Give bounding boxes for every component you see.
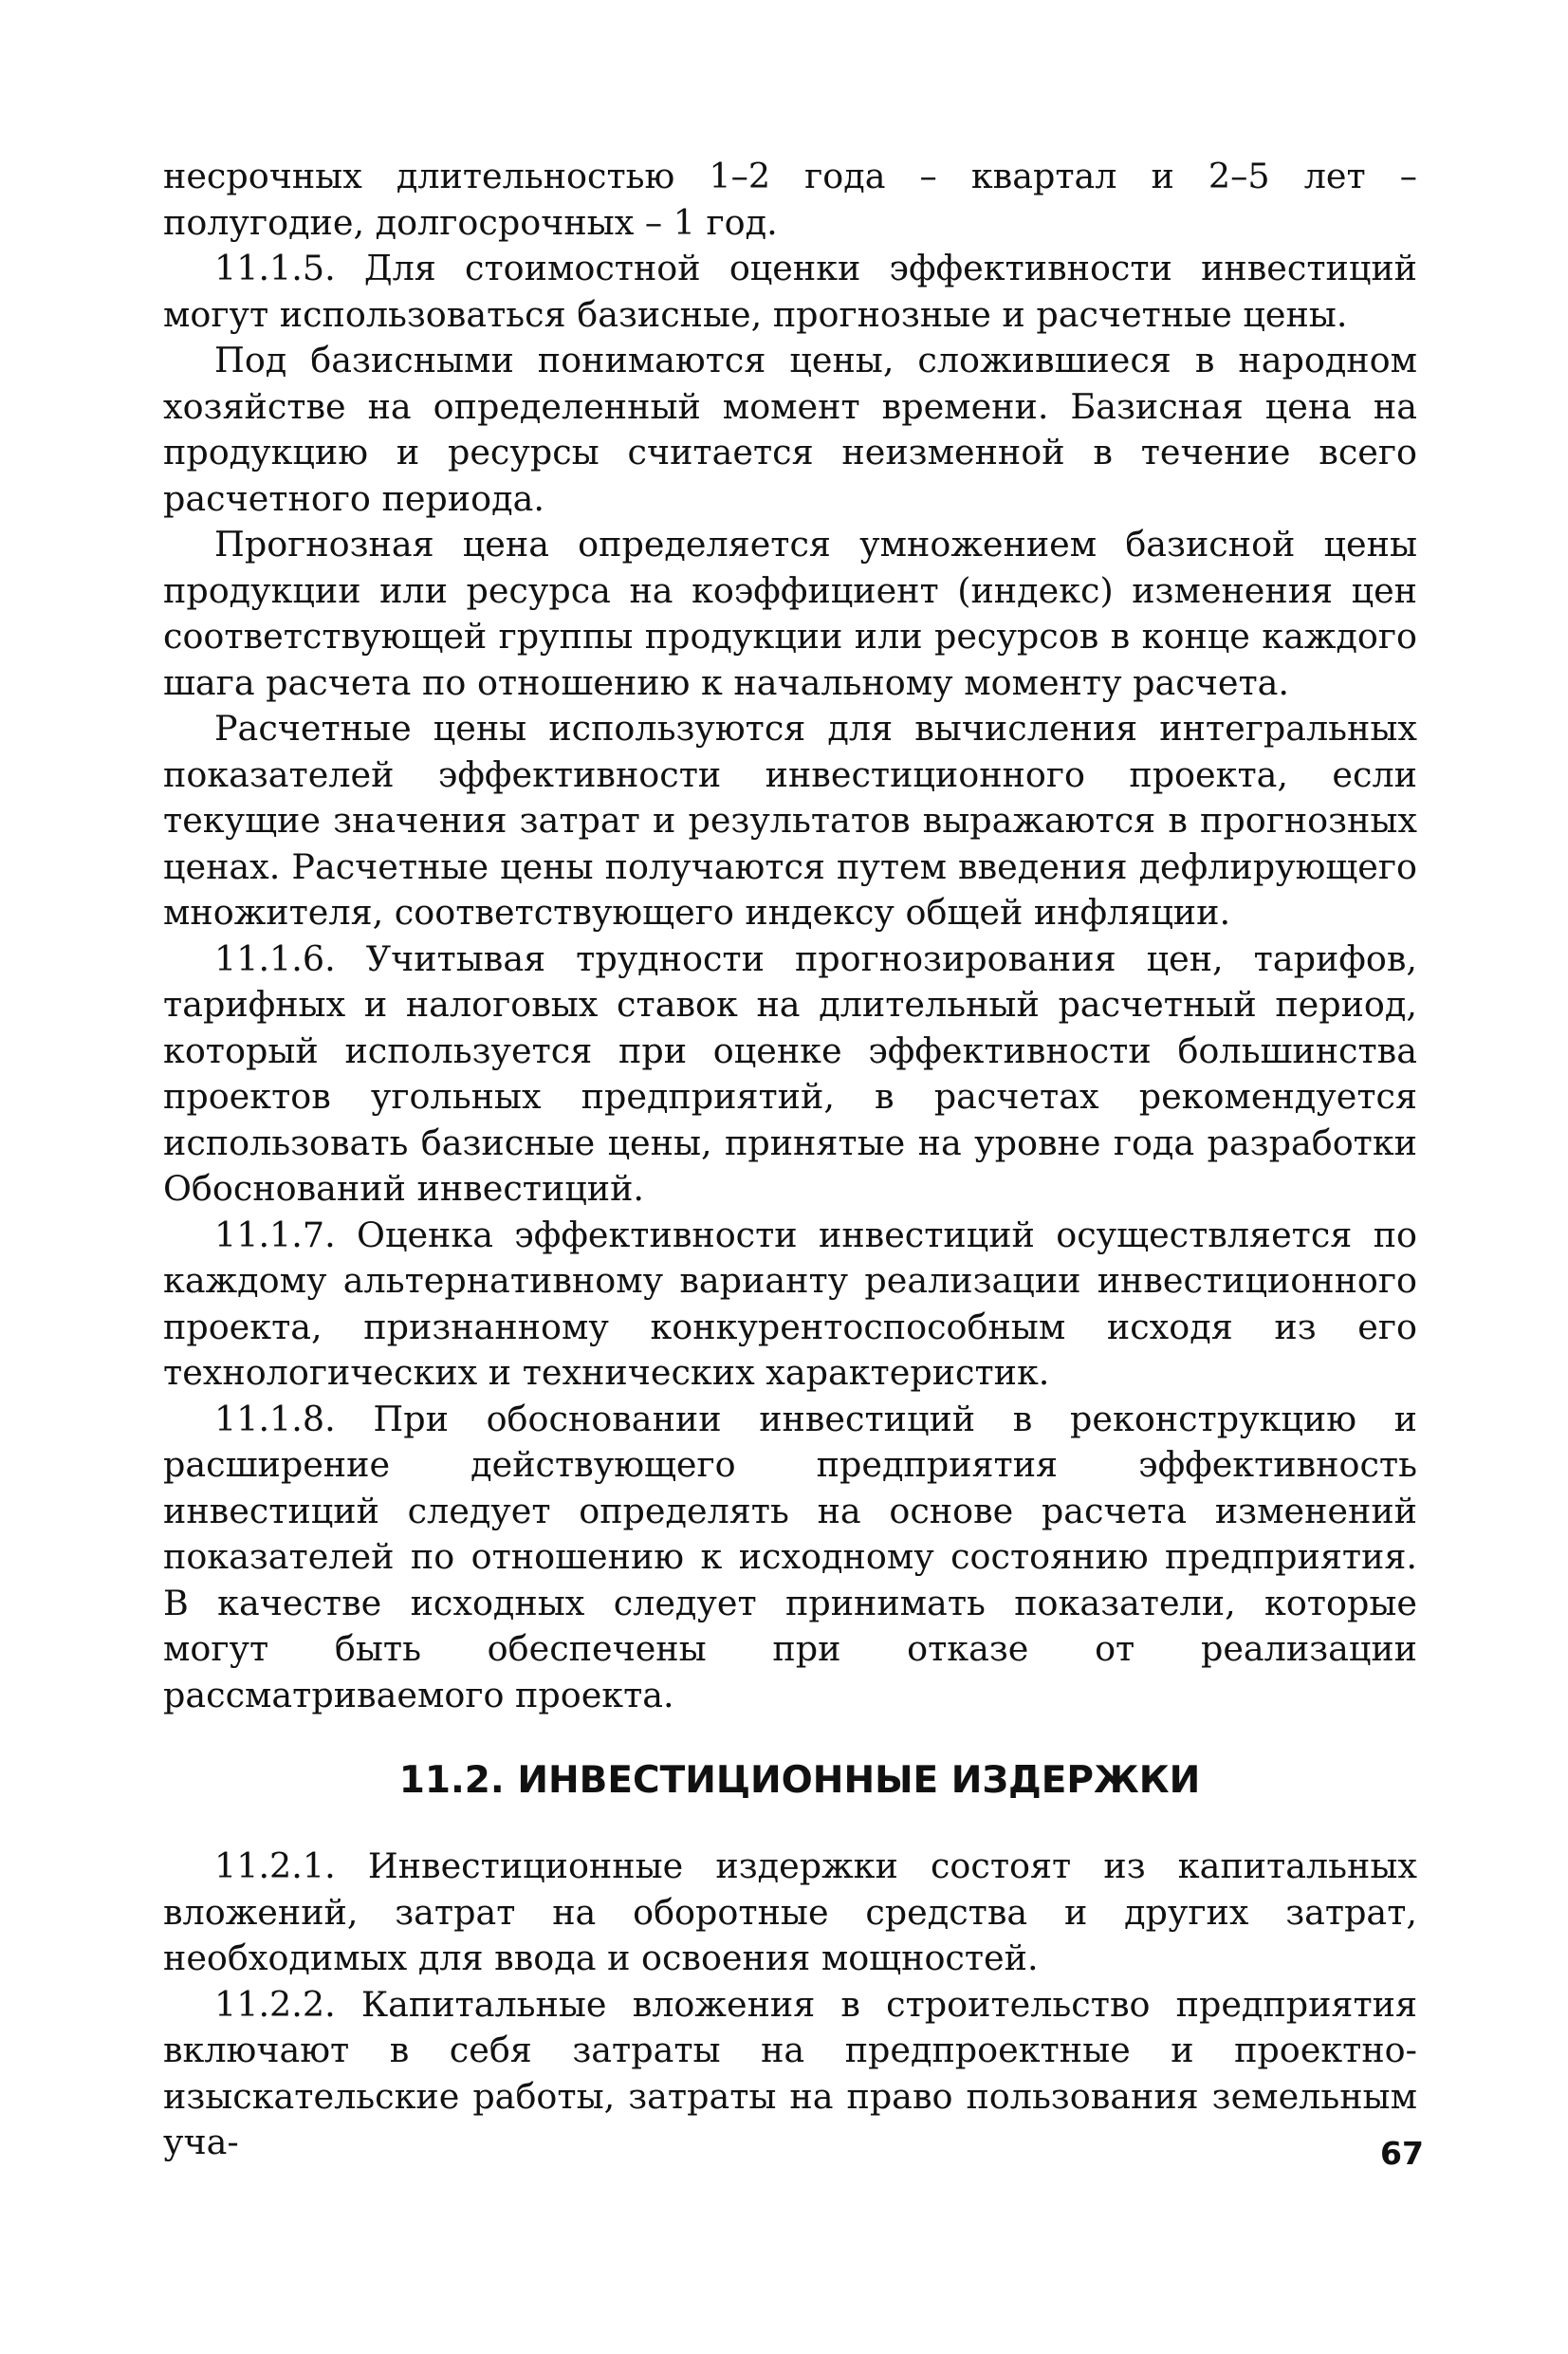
paragraph-11-1-6: 11.1.6. Учитывая трудности прогнозирования цен, тарифов, тарифных и налоговых ставок на длительный расчетный период, который используется при оценке эффективности большинства проектов угольных предприятий, в расчетах рекомендуется использовать базисные цены, принятые на уровне года разработки Обоснований инвестиций. [163, 937, 1417, 1209]
page-number: 67 [1380, 2135, 1424, 2172]
paragraph-base-prices: Под базисными понимаются цены, сложившиеся в народном хозяйстве на определенный момент времени. Базисная цена на продукцию и ресурсы считается неизменной в течение всего расчетного периода. [163, 340, 1417, 519]
paragraph-11-2-2: 11.2.2. Капитальные вложения в строительство предприятия включают в себя затраты на предпроектные и проектно-изыскательские работы, затраты на право пользования земельным уча- [163, 1983, 1417, 2162]
paragraph-calculated-prices: Расчетные цены используются для вычисления интегральных показателей эффективности инвестиционного проекта, если текущие значения затрат и результатов выражаются в прогнозных ценах. Расчетные цены получаются путем введения дефлирующего множителя, соответствующего индексу общей инфляции. [163, 708, 1417, 933]
paragraph-11-2-1: 11.2.1. Инвестиционные издержки состоят из капитальных вложений, затрат на оборотные средства и других затрат, необходимых для ввода и освоения мощностей. [163, 1845, 1417, 1978]
section-heading: 11.2. ИНВЕСТИЦИОННЫЕ ИЗДЕРЖКИ [398, 1759, 1201, 1802]
paragraph-continuation: несрочных длительностью 1–2 года – квартал и 2–5 лет – полугодие, долгосрочных – 1 год. [163, 156, 1417, 243]
paragraph-11-1-8: 11.1.8. При обосновании инвестиций в реконструкцию и расширение действующего предприятия эффективность инвестиций следует определять на основе расчета изменений показателей по отношению к исходному состоянию предприятия. В качестве исходных следует принимать показатели, которые могут быть обеспечены при отказе от реализации рассматриваемого проекта. [163, 1398, 1417, 1715]
paragraph-11-1-7: 11.1.7. Оценка эффективности инвестиций осуществляется по каждому альтернативному варианту реализации инвестиционного проекта, признанному конкурентоспособным исходя из его технологических и технических характеристик. [163, 1214, 1417, 1393]
paragraph-forecast-prices: Прогнозная цена определяется умножением базисной цены продукции или ресурса на коэффициент (индекс) изменения цен соответствующей группы продукции или ресурсов в конце каждого шага расчета по отношению к начальному моменту расчета. [163, 524, 1417, 703]
body-text [163, 154, 1417, 2166]
paragraph-11-1-5: 11.1.5. Для стоимостной оценки эффективности инвестиций могут использоваться базисные, прогнозные и расчетные цены. [163, 248, 1417, 335]
